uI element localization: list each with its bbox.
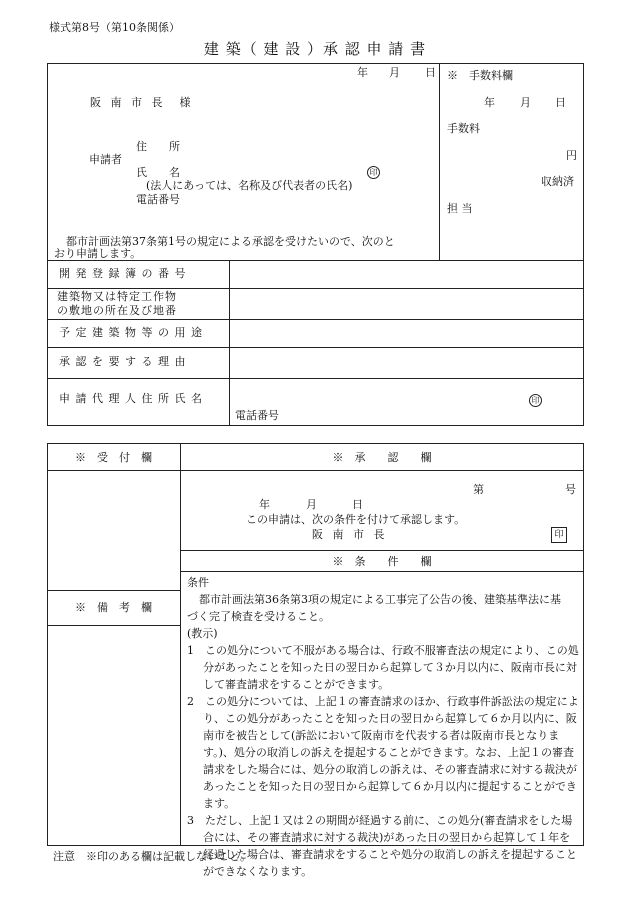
notice-item-3: 3 ただし、上記１又は２の期間が経過する前に、この処分(審査請求をした場合には、その審査請求に対する裁決)があった日の翌日から起算して１年を経過した場合は、審査請求をすることや処分の取消しの訴えを提起することができなくなります。 [187,814,577,878]
phone-label: 電話番号 [136,193,180,206]
date-year: 年 [357,66,368,79]
footer-note: 注意 ※印のある欄は記載しないこと。 [53,850,251,863]
approval-number-label: 第 [473,483,484,496]
approval-mayor: 阪 南 市 長 [312,528,388,541]
fee-header: ※ 手数料欄 [447,69,513,82]
name-label: 氏 名 [136,166,180,179]
approval-text: この申請は、次の条件を付けて承認します。 [246,513,466,526]
date-day: 日 [425,66,436,79]
addressee: 阪 南 市 長 様 [90,96,194,109]
fee-year: 年 [484,96,495,109]
conditions-label: 条件 [187,576,209,589]
notice-label: (教示) [187,627,218,640]
fee-day: 日 [555,96,566,109]
form-id: 様式第8号（第10条関係） [49,21,180,34]
notice-item-1: 1 この処分について不服がある場合は、行政不服審査法の規定により、この処分があったことを知った日の翌日から起算して３か月以内に、阪南市長に対して審査請求をすることができます。 [187,644,579,691]
conditions-header: ※ 条 件 欄 [332,555,432,568]
agent-seal-icon: 印 [529,394,542,407]
reception-header: ※ 受 付 欄 [75,451,152,464]
field-site-label-line1: 建築物又は特定工作物 [57,290,177,303]
fee-staff: 担 当 [447,202,473,215]
field-usage-label: 予 定 建 築 物 等 の 用 途 [59,326,203,339]
corp-note: (法人にあっては、名称及び代表者の氏名) [146,179,353,192]
fee-month: 月 [520,96,531,109]
address-label: 住 所 [136,140,180,153]
approval-number-suffix: 号 [565,483,576,496]
applicant-seal-icon: 印 [367,166,380,179]
statement-line2: おり申請します。 [54,247,142,260]
approval-month: 月 [306,498,317,511]
field-dev-register-label: 開 発 登 録 簿 の 番 号 [59,267,187,280]
approval-day: 日 [352,498,363,511]
applicant-label: 申請者 [89,153,122,166]
statement-line1: 都市計画法第37条第1号の規定による承認を受けたいので、次のと [66,235,395,248]
fee-label: 手数料 [447,122,480,135]
condition-line2: づく完了検査を受けること。 [187,610,330,623]
agent-phone-label: 電話番号 [235,409,279,422]
page-title: 建 築（ 建 設 ）承 認 申 請 書 [203,40,427,58]
condition-line1: 都市計画法第36条第3項の規定による工事完了公告の後、建築基準法に基 [199,593,561,606]
conditions-body [187,574,579,880]
fee-paid: 収納済 [541,175,574,188]
notice-item-2: 2 この処分については、上記１の審査請求のほか、行政事件訴訟法の規定により、この処分があったことを知った日の翌日から起算して６か月以内に、阪南市を被告として(訴訟において阪南市を代表する者は阪南市長となります。)、処分の取消しの訴えを提起することができます。なお、上記１の審査請求をした場合には、処分の取消しの訴えは、その審査請求に対する裁決があったことを知った日の翌日から起算して６か月以内に提起することができます。 [187,695,579,810]
field-agent-label: 申 請 代 理 人 住 所 氏 名 [59,392,203,405]
date-month: 月 [389,66,400,79]
approval-year: 年 [259,498,270,511]
remarks-header: ※ 備 考 欄 [75,601,152,614]
field-site-label-line2: の敷地の所在及び地番 [57,304,177,317]
approval-seal-icon: 印 [551,527,567,543]
approval-header: ※ 承 認 欄 [332,451,432,464]
field-reason-label: 承 認 を 要 す る 理 由 [59,355,187,368]
fee-yen: 円 [566,149,577,162]
